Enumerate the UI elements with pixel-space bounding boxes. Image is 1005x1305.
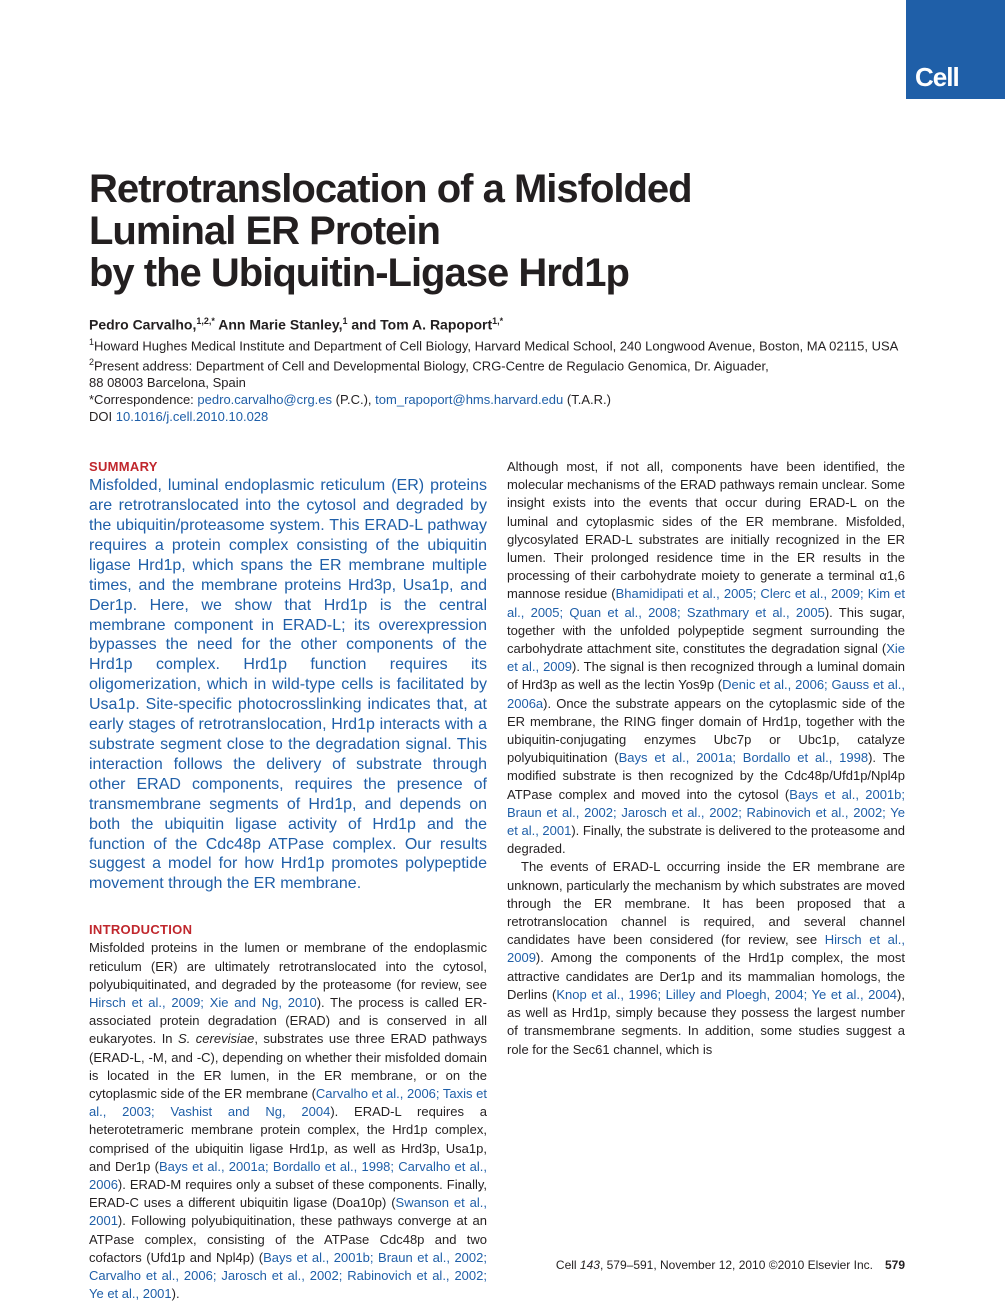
body-text: The events of ERAD-L occurring inside the ER membrane are unknown, particularly the mechanism by which substrates are moved through the ER membrane. It has been proposed that a retrotranslocation channel is required, and several channel candidates have been considered (for review, see xyxy=(507,859,905,948)
body-text: ). Finally, the substrate is delivered to the proteasome and degraded. xyxy=(507,823,905,857)
correspondence-initials: (P.C.), xyxy=(335,392,372,408)
body-text: ). Once the substrate appears on the cytoplasmic side of the ER membrane, the RING finger domain of Hrd1p, together with the ubiquitin-conjugating enzymes Ubc7p or Ubc1p, catalyze polyubiquitination ( xyxy=(507,695,905,766)
citation-link[interactable]: Knop et al., 1996; Lilley and Ploegh, 2004; Ye et al., 2004 xyxy=(556,986,898,1002)
body-text: ), as well as Hrd1p, simply because they possess the largest number of transmembrane segments. In addition, some studies suggest a role for the Sec61 channel, which is xyxy=(507,986,905,1057)
affiliation xyxy=(89,334,919,354)
body-text: ). Among the components of the Hrd1p complex, the most attractive candidates are Der1p and its mammalian homologs, the Derlins ( xyxy=(507,950,905,1002)
body-text: , substrates use three ERAD pathways (ERAD-L, -M, and -C), depending on whether their misfolded domain is located in the ER lumen, in the ER membrane, or on the cytoplasmic side of the ER membrane ( xyxy=(89,1031,487,1102)
author-affiliation-marker: 1 xyxy=(342,316,348,326)
body-text: ). xyxy=(171,1286,180,1302)
affiliation xyxy=(89,374,919,391)
citation-link[interactable]: Bays et al., 2001b; Braun et al., 2002; Carvalho et al., 2006; Jarosch et al., 2002; Rabinovich et al., 2002; Ye et al., 2001 xyxy=(89,1249,487,1302)
doi xyxy=(89,408,919,425)
citation-link[interactable]: Carvalho et al., 2006; Taxis et al., 2003; Vashist and Ng, 2004 xyxy=(89,1086,487,1120)
journal-logo xyxy=(906,0,1005,99)
journal-logo-text: Cell xyxy=(915,62,959,92)
correspondence xyxy=(89,391,919,408)
page-number: 579 xyxy=(884,1258,905,1272)
right-column xyxy=(507,458,905,1059)
citation-link[interactable]: Bays et al., 2001a; Bordallo et al., 1998; Carvalho et al., 2006 xyxy=(89,1158,487,1193)
body-text: ). The process is called ER-associated protein degradation (ERAD) and is conserved in all eukaryotes. In xyxy=(89,995,487,1047)
affiliation xyxy=(89,354,919,374)
citation-link[interactable]: Bays et al., 2001a; Bordallo et al., 1998 xyxy=(618,750,869,766)
citation-link[interactable]: Bhamidipati et al., 2005; Clerc et al., 2009; Kim et al., 2005; Quan et al., 2008; Szathmary et al., 2005 xyxy=(507,586,905,620)
correspondence-initials: (T.A.R.) xyxy=(566,392,611,408)
affiliation-text: 88 08003 Barcelona, Spain xyxy=(89,375,246,391)
doi-link[interactable]: 10.1016/j.cell.2010.10.028 xyxy=(115,409,269,425)
affiliation-text: Howard Hughes Medical Institute and Department of Cell Biology, Harvard Medical School, 240 Longwood Avenue, Boston, MA 02115, USA xyxy=(94,337,899,353)
affiliation-text: Present address: Department of Cell and Developmental Biology, CRG-Centre de Regulacio Genomica, Dr. Aiguader, xyxy=(94,358,769,374)
introduction-paragraph xyxy=(507,858,905,1058)
body-text: ). ERAD-L requires a heterotetrameric membrane protein complex, the Hrd1p complex, comprised of the ubiquitin ligase Hrd1p, as well as Hrd3p, Usa1p, and Der1p ( xyxy=(89,1104,487,1174)
article-title: Retrotranslocation of a Misfolded Luminal ER Protein by the Ubiquitin-Ligase Hrd1p xyxy=(89,167,692,295)
footer-citation: , 579–591, November 12, 2010 ©2010 Elsevier Inc. xyxy=(599,1258,873,1272)
citation-link[interactable]: Bays et al., 2001b; Braun et al., 2002; Jarosch et al., 2002; Rabinovich et al., 2002; Ye et al., 2001 xyxy=(507,786,906,839)
body-text: ). ERAD-M requires only a subset of these components. Finally, ERAD-C uses a different ubiquitin ligase (Doa10p) ( xyxy=(89,1177,487,1211)
body-text: Although most, if not all, components have been identified, the molecular mechanisms of the ERAD pathways remain unclear. Some insight exists into the events that occur during ERAD-L on the luminal and cytoplasmic sides of the ER membrane. Misfolded, glycosylated ERAD-L substrates are initially recognized in the ER lumen. Their prolonged residence time in the ER results in the processing of their carbohydrate moiety to generate a terminal α1,6 mannose residue ( xyxy=(507,459,905,602)
affiliation-marker: 1 xyxy=(89,336,95,347)
citation-link[interactable]: Hirsch et al., 2009; Xie and Ng, 2010 xyxy=(89,995,317,1011)
body-text: ). The signal is then recognized through a luminal domain of Hrd3p as well as the lectin Yos9p ( xyxy=(507,659,905,693)
left-column xyxy=(89,458,487,1304)
page-footer xyxy=(556,1258,905,1272)
summary-text: Misfolded, luminal endoplasmic reticulum (ER) proteins are retrotranslocated into the cytosol and degraded by the ubiquitin/proteasome system. This ERAD-L pathway requires a protein complex consisting of the ubiquitin ligase Hrd1p, which spans the ER membrane multiple times, and the membrane proteins Hrd3p, Usa1p, and Der1p. Here, we show that Hrd1p is the central membrane component in ERAD-L; its overexpression bypasses the need for the other components of the Hrd1p complex. Hrd1p function requires its oligomerization, which in wild-type cells is facilitated by Usa1p. Site-specific photocrosslinking indicates that, at early stages of retrotranslocation, Hrd1p interacts with a substrate segment close to the degradation signal. This interaction follows the delivery of substrate through other ERAD components, requires the presence of transmembrane segments of Hrd1p, and depends on both the ubiquitin ligase activity of Hrd1p and the function of the Cdc48p ATPase complex. Our results suggest a model for how Hrd1p promotes polypeptide movement through the ER membrane. xyxy=(89,477,487,893)
body-text: ). This sugar, together with the unfolded polypeptide segment surrounding the carbohydrate attachment site, constitutes the degradation signal ( xyxy=(507,604,905,657)
author-name: and Tom A. Rapoport xyxy=(351,316,493,333)
footer-volume: 143 xyxy=(579,1258,600,1272)
correspondence-label: *Correspondence: xyxy=(89,392,194,408)
author-list xyxy=(89,312,919,334)
author-block xyxy=(89,312,919,425)
citation-link[interactable]: Hirsch et al., 2009 xyxy=(507,932,905,966)
citation-link[interactable]: Swanson et al., 2001 xyxy=(89,1195,488,1229)
body-text: Misfolded proteins in the lumen or membrane of the endoplasmic reticulum (ER) are ultimately retrotranslocated into the cytosol, polyubiquitinated, and degraded by the proteasome (for review, see xyxy=(89,940,487,992)
summary-heading: SUMMARY xyxy=(89,459,158,474)
author-name: Pedro Carvalho, xyxy=(89,316,197,333)
introduction-heading: INTRODUCTION xyxy=(89,922,193,938)
email-link[interactable]: pedro.carvalho@crg.es xyxy=(197,392,333,408)
author-affiliation-marker: 1,2,* xyxy=(196,316,215,326)
body-text: ). The modified substrate is then recognized by the Cdc48p/Ufd1p/Npl4p ATPase complex and moved into the cytosol ( xyxy=(507,750,905,802)
email-link[interactable]: tom_rapoport@hms.harvard.edu xyxy=(375,392,564,408)
species-name: S. cerevisiae xyxy=(178,1031,255,1047)
body-text: ). Following polyubiquitination, these pathways converge at an ATPase complex, consisting of the ATPase Cdc48p and two cofactors (Ufd1p and Npl4p) ( xyxy=(89,1213,487,1265)
footer-journal: Cell xyxy=(555,1258,577,1272)
doi-label: DOI xyxy=(89,409,113,425)
author-affiliation-marker: 1,* xyxy=(492,316,504,326)
citation-link[interactable]: Denic et al., 2006; Gauss et al., 2006a xyxy=(507,677,905,711)
citation-link[interactable]: Xie et al., 2009 xyxy=(507,641,905,675)
affiliation-marker: 2 xyxy=(89,356,95,367)
author-name: Ann Marie Stanley, xyxy=(218,316,343,333)
introduction-paragraph xyxy=(89,939,487,1303)
introduction-paragraph-continued xyxy=(507,458,905,858)
